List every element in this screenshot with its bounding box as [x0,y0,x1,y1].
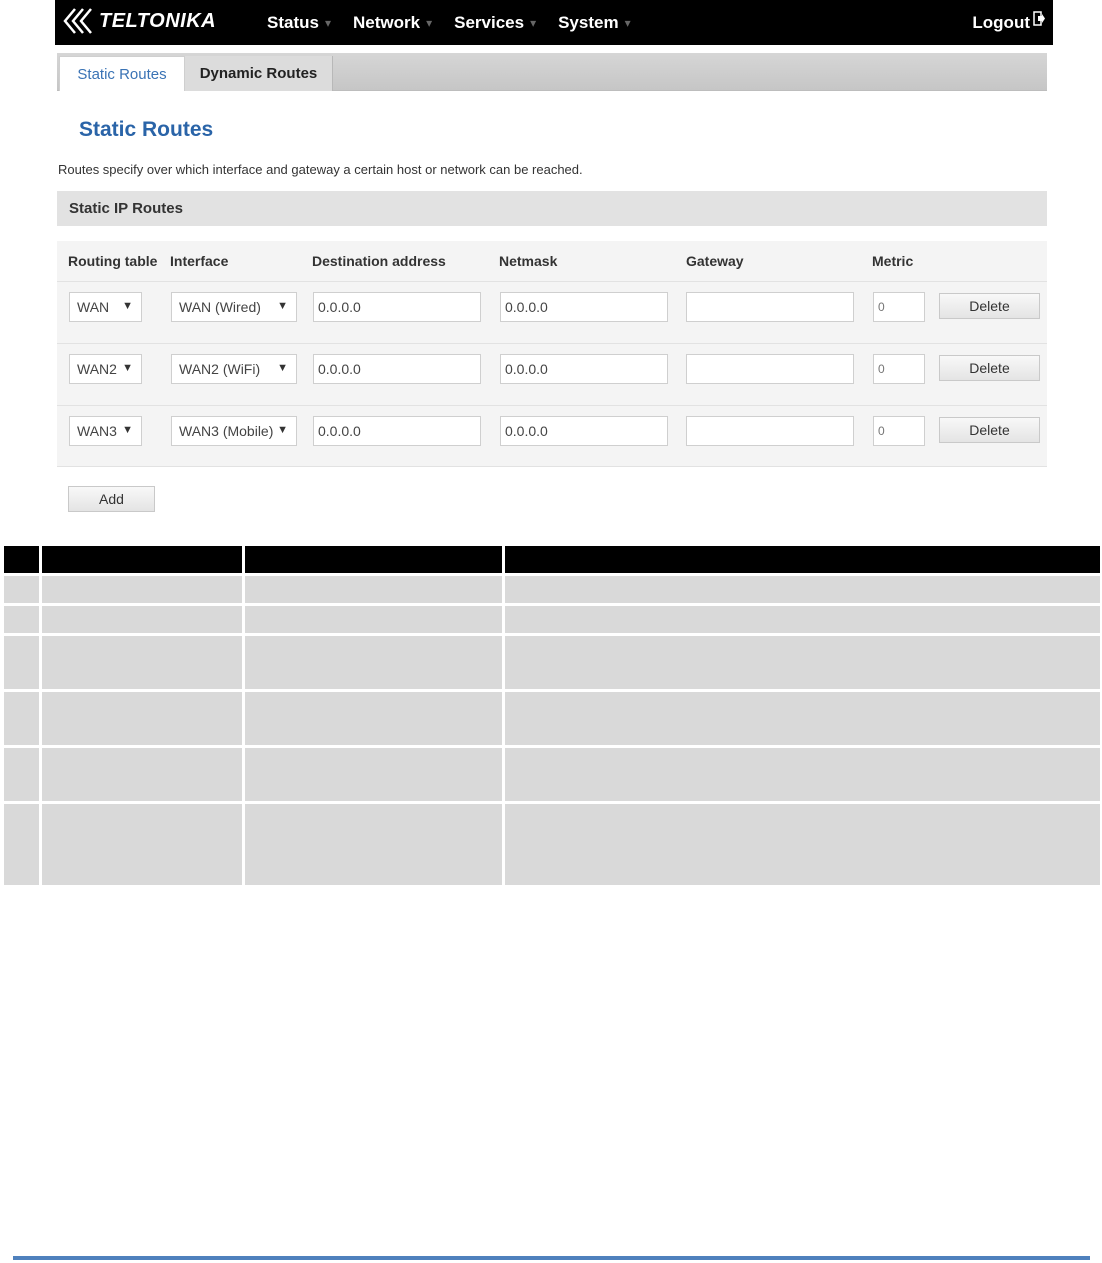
interface-value: WAN2 (WiFi) [179,361,261,377]
routing-table-select[interactable] [69,416,142,446]
table-cell [505,576,1100,603]
top-navbar [55,0,1053,45]
table-cell [245,636,502,689]
table-header-cell [245,546,502,573]
column-header-destination: Destination address [312,253,446,269]
add-route-button[interactable]: Add [68,486,155,512]
nav-system[interactable] [558,13,631,33]
table-cell [245,748,502,801]
gateway-input[interactable] [686,416,854,446]
delete-button[interactable]: Delete [939,293,1040,319]
nav-status-label: Status [267,12,319,32]
tab-static-routes[interactable]: Static Routes [59,56,185,91]
table-row [4,636,1100,689]
row-divider [57,343,1047,344]
table-cell [505,606,1100,633]
table-cell [42,606,242,633]
row-divider [57,466,1047,467]
table-cell [4,692,39,745]
main-menu [267,0,653,45]
tab-dynamic-routes[interactable]: Dynamic Routes [185,56,333,91]
teltonika-chevron-icon [61,6,97,36]
metric-input[interactable] [873,416,925,446]
table-row [4,748,1100,801]
table-cell [505,692,1100,745]
table-cell [4,606,39,633]
table-cell [4,636,39,689]
interface-value: WAN (Wired) [179,299,261,315]
interface-select[interactable] [171,354,297,384]
section-header: Static IP Routes [57,191,1047,226]
table-cell [42,576,242,603]
nav-network[interactable] [353,13,432,33]
chevron-down-icon: ▾ [324,15,331,30]
column-header-netmask: Netmask [499,253,558,269]
column-header-gateway: Gateway [686,253,744,269]
gateway-input[interactable] [686,292,854,322]
chevron-down-icon: ▾ [624,15,631,30]
table-cell [4,804,39,885]
dropdown-arrow-icon: ▼ [277,424,288,436]
nav-services[interactable] [454,13,536,33]
page-description: Routes specify over which interface and gateway a certain host or network can be reached. [58,162,583,177]
table-cell [42,692,242,745]
table-cell [245,606,502,633]
nav-system-label: System [558,12,619,32]
logout-label: Logout [972,12,1030,32]
logout-button[interactable] [972,0,1045,45]
table-row [4,606,1100,633]
chevron-down-icon: ▾ [530,15,537,30]
table-cell [505,636,1100,689]
dropdown-arrow-icon: ▼ [277,362,288,374]
routing-table-select[interactable] [69,354,142,384]
netmask-input[interactable] [500,416,668,446]
netmask-input[interactable] [500,292,668,322]
row-divider [57,281,1047,282]
destination-input[interactable] [313,416,481,446]
table-header-row [4,546,1100,573]
destination-input[interactable] [313,354,481,384]
footer-rule [13,1256,1090,1260]
table-row [4,804,1100,885]
routes-table [57,241,1047,467]
table-cell [4,748,39,801]
nav-services-label: Services [454,12,525,32]
routing-table-value: WAN2 [77,361,117,377]
row-divider [57,405,1047,406]
column-header-routing-table: Routing table [68,253,158,269]
interface-select[interactable] [171,416,297,446]
interface-value: WAN3 (Mobile) [179,423,274,439]
metric-input[interactable] [873,354,925,384]
table-cell [4,576,39,603]
table-row [4,576,1100,603]
table-cell [245,576,502,603]
table-cell [245,692,502,745]
metric-input[interactable] [873,292,925,322]
table-cell [505,804,1100,885]
table-header-cell [42,546,242,573]
routing-table-value: WAN [77,299,110,315]
table-cell [42,804,242,885]
nav-network-label: Network [353,12,421,32]
table-cell [245,804,502,885]
tab-bar [57,53,1047,91]
table-header-cell [4,546,39,573]
delete-button[interactable]: Delete [939,355,1040,381]
interface-select[interactable] [171,292,297,322]
table-header-cell [505,546,1100,573]
dropdown-arrow-icon: ▼ [122,300,133,312]
dropdown-arrow-icon: ▼ [122,424,133,436]
table-cell [42,748,242,801]
column-header-interface: Interface [170,253,229,269]
routing-table-select[interactable] [69,292,142,322]
page-title: Static Routes [79,118,214,141]
table-cell [42,636,242,689]
teltonika-logo[interactable] [61,5,216,37]
dropdown-arrow-icon: ▼ [122,362,133,374]
delete-button[interactable]: Delete [939,417,1040,443]
routing-table-value: WAN3 [77,423,117,439]
logout-icon [1033,11,1045,26]
chevron-down-icon: ▾ [426,15,433,30]
brand-name: TELTONIKA [99,9,217,32]
dropdown-arrow-icon: ▼ [277,300,288,312]
gateway-input[interactable] [686,354,854,384]
destination-input[interactable] [313,292,481,322]
column-header-metric: Metric [872,253,914,269]
table-cell [505,748,1100,801]
nav-status[interactable] [267,13,331,33]
netmask-input[interactable] [500,354,668,384]
table-row [4,692,1100,745]
